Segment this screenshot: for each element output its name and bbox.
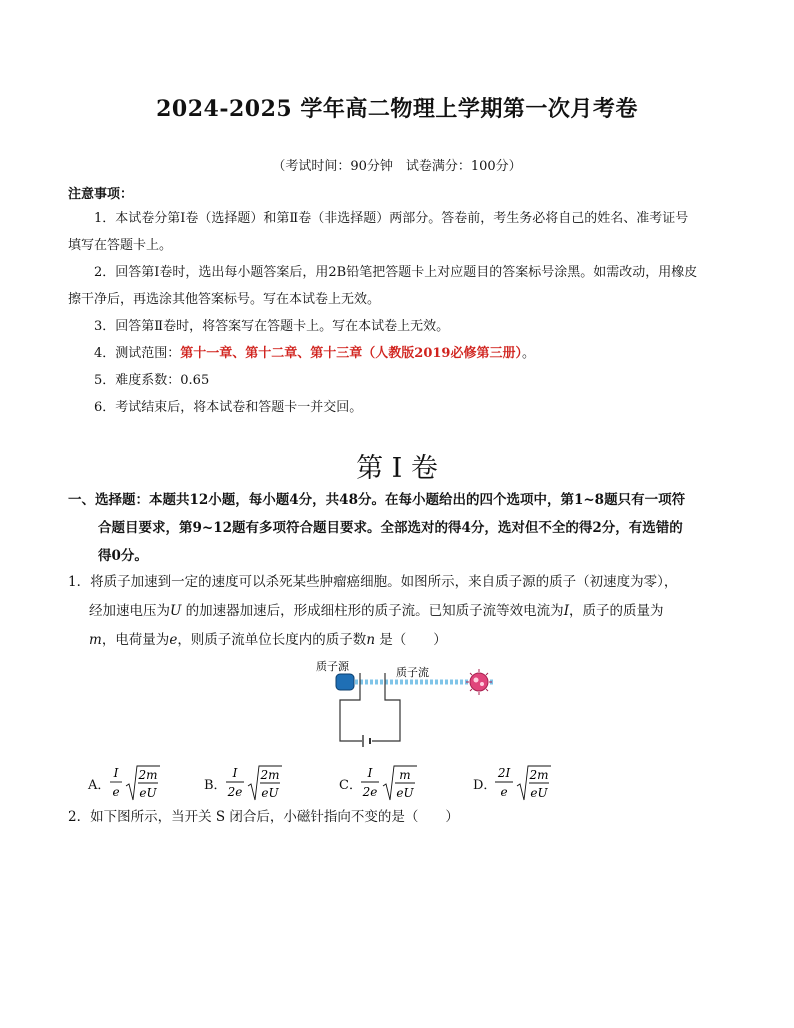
option-a-radicand-den: eU xyxy=(139,786,157,800)
option-d-label: D． xyxy=(473,778,497,793)
part-heading-line1: 一、选择题：本题共12小题，每小题4分，共48分。在每小题给出的四个选项中，第1~8题只有一项符 xyxy=(68,492,686,508)
q1-text: ，则质子流单位长度内的质子数 xyxy=(177,632,367,648)
q1-text: ，电荷量为 xyxy=(101,632,170,648)
var-U: U xyxy=(170,603,182,619)
notice-item-3: 3．回答第Ⅱ卷时，将答案写在答题卡上。写在本试卷上无效。 xyxy=(94,319,450,334)
question-2-stem: 2．如下图所示，当开关 S 闭合后，小磁针指向不变的是（ ） xyxy=(68,809,459,825)
notice-item-4 xyxy=(68,340,728,367)
option-d-numerator: 2I xyxy=(497,766,511,780)
question-1-stem xyxy=(68,568,728,655)
notice-item-4-suffix: 。 xyxy=(521,346,535,361)
option-b-denominator: 2e xyxy=(227,785,243,799)
circuit-wire-left xyxy=(340,691,362,741)
question-1-line2 xyxy=(68,597,728,626)
notice-item-1-line2: 填写在答题卡上。 xyxy=(68,238,173,253)
var-n: n xyxy=(366,632,376,648)
part-heading-line2: 合题目要求，第9~12题有多项符合题目要求。全部选对的得4分，选对但不全的得2分，有选错的 xyxy=(98,520,683,536)
option-a-denominator: e xyxy=(112,785,120,799)
notice-item-2-line2: 擦干净后，再选涂其他答案标号。写在本试卷上无效。 xyxy=(68,292,381,307)
q1-text: 是（ ） xyxy=(375,632,447,648)
q1-text: ，质子的质量为 xyxy=(569,603,664,619)
notice-item-5: 5．难度系数：0.65 xyxy=(94,373,210,388)
option-d-denominator: e xyxy=(500,785,508,799)
option-b-numerator: I xyxy=(232,766,238,780)
option-b-label: B． xyxy=(204,778,227,793)
label-proton-stream: 质子流 xyxy=(396,666,429,679)
tumor-cell-icon xyxy=(466,669,492,695)
option-d-radicand-num: 2m xyxy=(529,768,549,782)
proton-accelerator-figure xyxy=(310,655,510,747)
var-I: I xyxy=(563,603,570,619)
option-c-numerator: I xyxy=(367,766,373,780)
var-e: e xyxy=(169,632,178,648)
option-c-radicand-num: m xyxy=(399,768,411,782)
notice-item-2 xyxy=(68,259,728,313)
option-b-radicand-den: eU xyxy=(261,786,279,800)
section-title: 第 I 卷 xyxy=(356,453,438,484)
part-heading-line3: 得0分。 xyxy=(98,548,148,564)
option-b-formula xyxy=(226,764,306,804)
label-proton-source: 质子源 xyxy=(316,660,349,673)
option-b-radicand-num: 2m xyxy=(260,768,280,782)
option-d-radicand-den: eU xyxy=(530,786,548,800)
test-scope-highlight: 第十一章、第十二章、第十三章（人教版2019必修第三册） xyxy=(180,346,522,361)
circuit-wire-right xyxy=(372,691,400,741)
option-c-radicand-den: eU xyxy=(396,786,414,800)
option-a-radicand-num: 2m xyxy=(138,768,158,782)
notice-item-1-line1: 1．本试卷分第Ⅰ卷（选择题）和第Ⅱ卷（非选择题）两部分。答卷前，考生务必将自己的姓名、准考证号 xyxy=(94,211,689,226)
exam-subtitle: （考试时间：90分钟 试卷满分：100分） xyxy=(272,159,522,174)
option-c-formula xyxy=(361,764,441,804)
notice-item-2-line1: 2．回答第Ⅰ卷时，选出每小题答案后，用2B铅笔把答题卡上对应题目的答案标号涂黑。如需改动，用橡皮 xyxy=(94,265,698,280)
proton-source-cylinder xyxy=(336,674,354,690)
question-1-line3 xyxy=(68,626,728,655)
option-c-label: C． xyxy=(339,778,362,793)
var-m: m xyxy=(89,632,102,648)
question-1-line1: 1．将质子加速到一定的速度可以杀死某些肿瘤癌细胞。如图所示，来自质子源的质子（初速度为零）， xyxy=(68,574,678,590)
exam-title: 2024-2025 学年高二物理上学期第一次月考卷 xyxy=(156,96,638,122)
notice-heading: 注意事项： xyxy=(68,187,134,202)
option-a-label: A． xyxy=(88,778,111,793)
notice-item-6: 6．考试结束后，将本试卷和答题卡一并交回。 xyxy=(94,400,363,415)
notice-item-1 xyxy=(68,205,728,259)
q1-text: 的加速器加速后，形成细柱形的质子流。已知质子流等效电流为 xyxy=(181,603,564,619)
option-d-formula xyxy=(495,764,575,804)
question-1-options xyxy=(88,764,708,804)
part-heading xyxy=(68,486,728,570)
q1-text: 经加速电压为 xyxy=(89,603,170,619)
option-a-formula xyxy=(110,764,190,804)
notice-item-4-prefix: 4．测试范围： xyxy=(94,346,181,361)
option-a-numerator: I xyxy=(113,766,119,780)
option-c-denominator: 2e xyxy=(362,785,378,799)
